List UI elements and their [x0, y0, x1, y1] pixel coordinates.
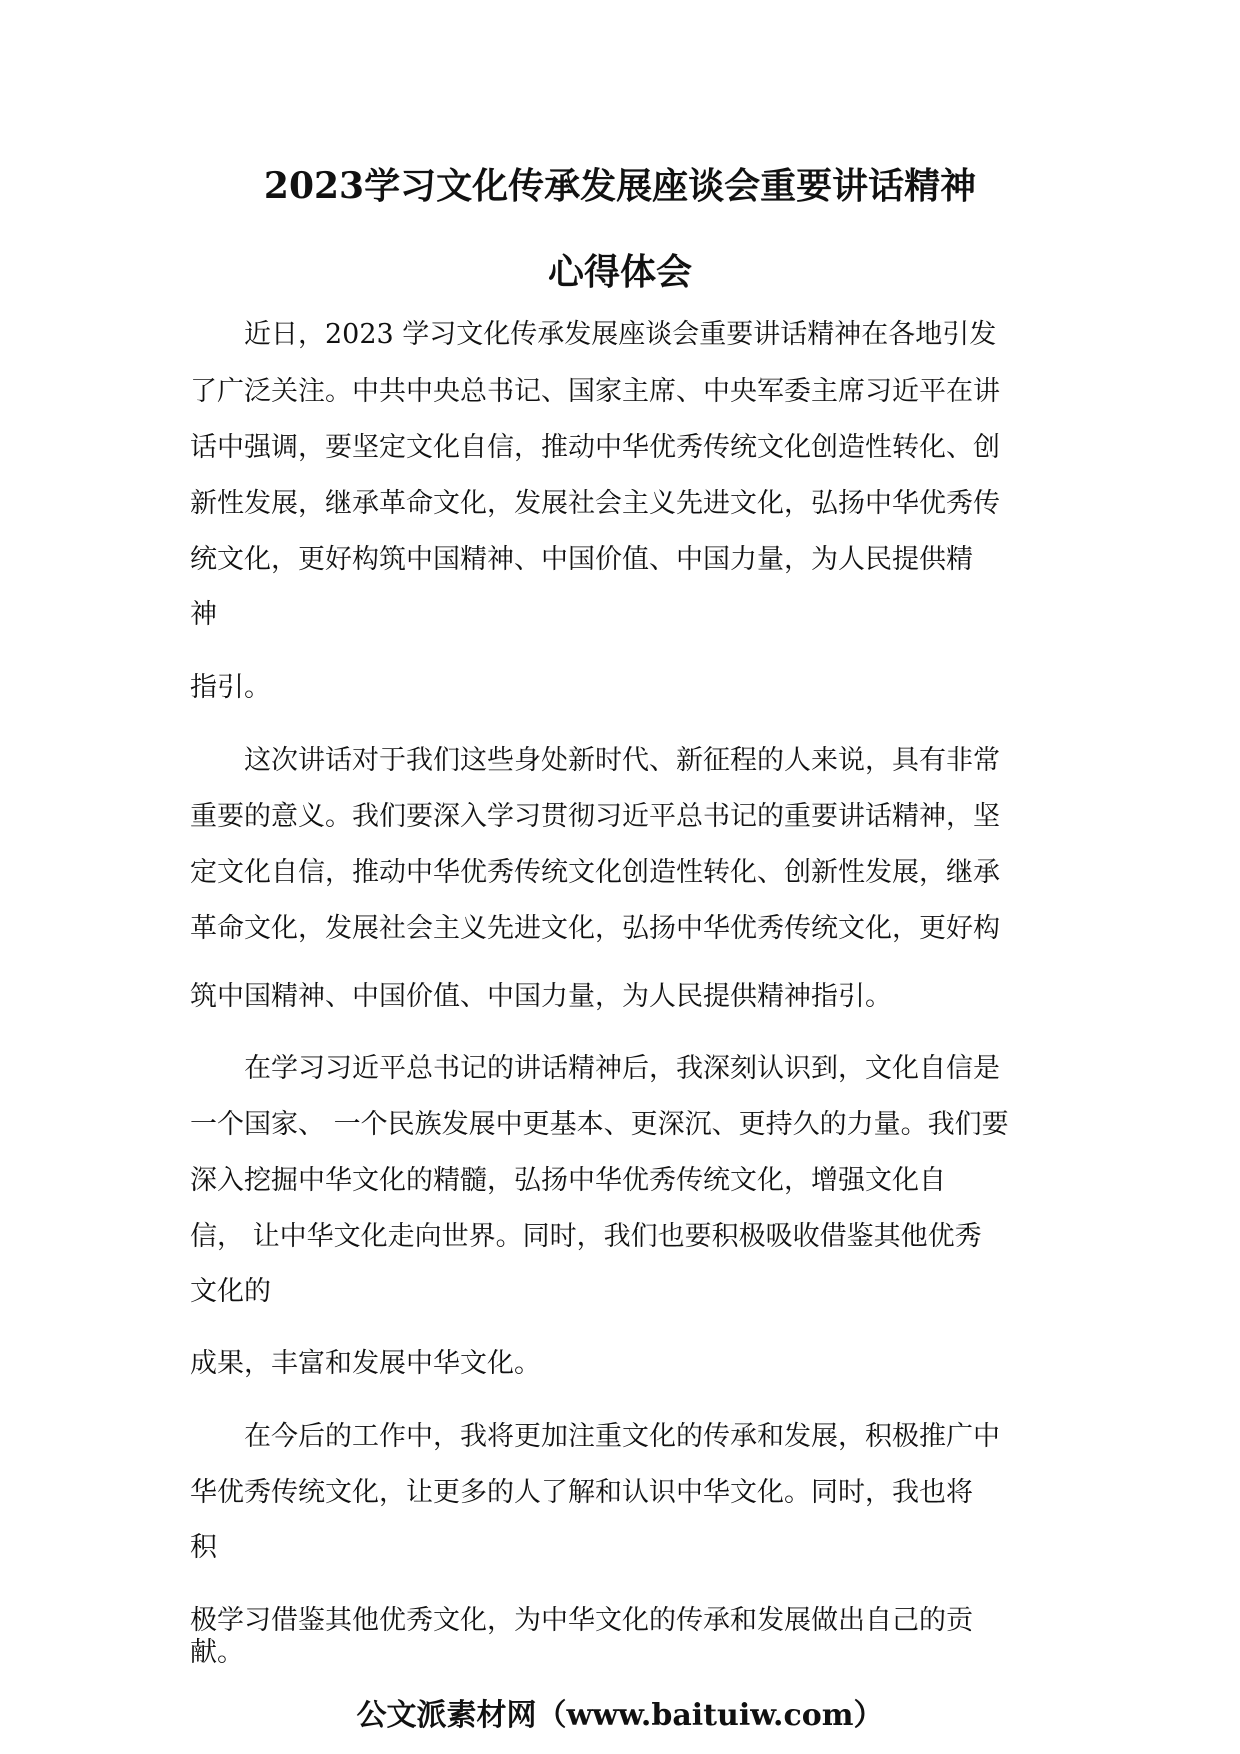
body-line: 一个国家、 一个民族发展中更基本、更深沉、更持久的力量。我们要 [190, 1109, 1009, 1140]
body-line: 近日，2023 学习文化传承发展座谈会重要讲话精神在各地引发 [190, 319, 997, 350]
body-line: 深入挖掘中华文化的精髓，弘扬中华优秀传统文化，增强文化自 [190, 1165, 946, 1196]
body-line: 重要的意义。我们要深入学习贯彻习近平总书记的重要讲话精神，坚 [190, 801, 1000, 832]
body-line: 新性发展，继承革命文化，发展社会主义先进文化，弘扬中华优秀传 [190, 488, 1000, 519]
body-line: 话中强调，要坚定文化自信，推动中华优秀传统文化创造性转化、创 [190, 432, 1000, 463]
body-line: 华优秀传统文化，让更多的人了解和认识中华文化。同时，我也将 [190, 1477, 973, 1508]
body-line: 这次讲话对于我们这些身处新时代、新征程的人来说，具有非常 [190, 745, 1000, 776]
body-line: 成果，丰富和发展中华文化。 [190, 1348, 541, 1379]
body-line: 革命文化，发展社会主义先进文化，弘扬中华优秀传统文化，更好构 [190, 913, 1000, 944]
body-line: 文化的 [190, 1276, 271, 1307]
body-line: 神 [190, 599, 217, 630]
document-title-line-1: 2023学习文化传承发展座谈会重要讲话精神 [263, 165, 977, 207]
body-line: 极学习借鉴其他优秀文化，为中华文化的传承和发展做出自己的贡 [190, 1605, 973, 1636]
body-line: 信， 让中华文化走向世界。同时，我们也要积极吸收借鉴其他优秀 [190, 1221, 982, 1252]
body-line: 筑中国精神、中国价值、中国力量，为人民提供精神指引。 [190, 981, 892, 1012]
document-title-line-2: 心得体会 [547, 251, 692, 293]
body-line: 献。 [190, 1637, 244, 1668]
body-line: 了广泛关注。中共中央总书记、国家主席、中央军委主席习近平在讲 [190, 376, 1000, 407]
footer-watermark-text: 公文派素材网（www.baituiw.com） [356, 1698, 884, 1733]
body-line: 在今后的工作中，我将更加注重文化的传承和发展，积极推广中 [190, 1421, 1000, 1452]
body-line: 指引。 [190, 672, 271, 703]
body-line: 定文化自信，推动中华优秀传统文化创造性转化、创新性发展，继承 [190, 857, 1000, 888]
body-line: 在学习习近平总书记的讲话精神后，我深刻认识到，文化自信是 [190, 1053, 1000, 1084]
body-line: 积 [190, 1532, 217, 1563]
body-line: 统文化，更好构筑中国精神、中国价值、中国力量，为人民提供精 [190, 544, 973, 575]
